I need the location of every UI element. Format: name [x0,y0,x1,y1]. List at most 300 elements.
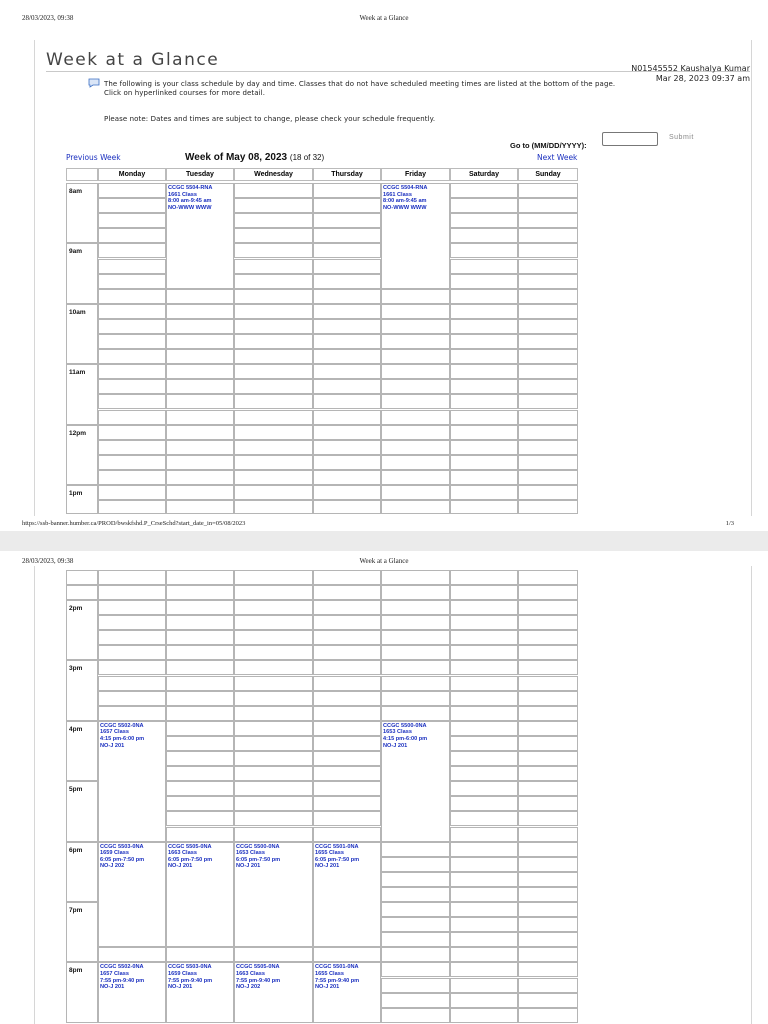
empty-slot [381,615,450,630]
empty-slot [313,485,381,500]
empty-slot [450,857,518,872]
empty-slot [313,349,381,364]
event-time: 7:55 pm-9:40 pm [315,977,360,984]
empty-slot [381,485,450,500]
empty-slot [98,364,166,379]
empty-slot [313,947,381,962]
empty-slot [166,645,234,660]
empty-slot [450,570,518,585]
empty-slot [166,304,234,319]
event-course[interactable]: CCGC 5503-0NA [100,843,144,850]
empty-slot [518,691,578,706]
empty-slot [313,243,381,258]
empty-slot [98,947,166,962]
empty-slot [450,993,518,1008]
empty-slot [518,736,578,751]
event-room: NO-WWW WWW [168,204,212,211]
empty-slot [518,228,578,243]
empty-slot [450,485,518,500]
empty-slot [98,349,166,364]
empty-slot [450,304,518,319]
empty-slot [313,425,381,440]
goto-date-input[interactable] [602,132,658,146]
empty-slot [234,183,313,198]
empty-slot [518,676,578,691]
empty-slot [381,872,450,887]
empty-slot [518,962,578,977]
empty-slot [518,902,578,917]
empty-slot [166,440,234,455]
empty-slot [381,600,450,615]
empty-slot [166,334,234,349]
page-title: Week at a Glance [46,50,220,70]
day-header-wednesday: Wednesday [234,168,313,181]
class-event-thu-8pm[interactable] [313,962,381,1022]
class-event-wed-8pm[interactable] [234,962,313,1022]
empty-slot [313,213,381,228]
event-crn: 1663 Class [168,850,197,857]
time-label: 8am [69,188,83,195]
empty-slot [450,706,518,721]
empty-slot [234,228,313,243]
empty-slot [518,766,578,781]
empty-slot [518,198,578,213]
empty-slot [166,766,234,781]
empty-slot [98,319,166,334]
empty-slot [234,600,313,615]
event-course[interactable]: CCGC 5501-0NA [315,843,359,850]
empty-slot [313,198,381,213]
time-slot-3pm [66,660,98,720]
empty-slot [98,600,166,615]
empty-slot [450,228,518,243]
empty-slot [450,721,518,736]
empty-slot [234,736,313,751]
empty-slot [234,615,313,630]
empty-slot [313,600,381,615]
empty-slot [450,334,518,349]
empty-slot [381,947,450,962]
empty-slot [98,485,166,500]
time-label: 8pm [69,967,83,975]
empty-slot [450,962,518,977]
day-header-sunday: Sunday [518,168,578,181]
empty-slot [450,183,518,198]
empty-slot [166,691,234,706]
empty-slot [381,630,450,645]
time-slot-7pm [66,902,98,962]
empty-slot [518,485,578,500]
empty-slot [381,334,450,349]
time-label: 4pm [69,725,83,733]
empty-slot [234,676,313,691]
empty-slot [98,455,166,470]
event-room: NO-J 201 [168,984,193,991]
day-header-saturday: Saturday [450,168,518,181]
empty-slot [166,706,234,721]
event-crn: 1655 Class [315,970,344,977]
time-label: 10am [69,308,86,316]
empty-slot [234,349,313,364]
empty-slot [166,379,234,394]
empty-slot [234,394,313,409]
empty-slot [518,751,578,766]
event-room: NO-J 201 [168,863,193,870]
empty-slot [313,570,381,585]
empty-slot [381,887,450,902]
class-event-wed-6pm[interactable] [234,842,313,948]
time-slot-4pm [66,721,98,781]
empty-slot [450,349,518,364]
empty-slot [518,304,578,319]
class-event-tue-6pm[interactable] [166,842,234,948]
empty-slot [381,410,450,425]
empty-slot [518,615,578,630]
week-of-prefix: Week of [185,152,224,163]
empty-slot [518,243,578,258]
event-time: 4:15 pm-6:00 pm [383,735,428,742]
empty-slot [234,334,313,349]
empty-slot [166,570,234,585]
event-time: 6:05 pm-7:50 pm [100,856,145,863]
empty-slot [518,455,578,470]
event-crn: 1657 Class [100,970,129,977]
empty-slot [518,796,578,811]
class-event-tue-8pm[interactable] [166,962,234,1022]
empty-slot [234,470,313,485]
empty-slot [234,811,313,826]
empty-slot [166,600,234,615]
class-event-thu-6pm[interactable] [313,842,381,948]
empty-slot [98,470,166,485]
empty-slot [450,259,518,274]
event-time: 6:05 pm-7:50 pm [315,856,360,863]
empty-slot [518,349,578,364]
empty-slot [381,289,450,304]
empty-slot [381,706,450,721]
event-crn: 1661 Class [168,191,197,198]
event-crn: 1659 Class [168,970,197,977]
event-course[interactable]: CCGC 5505-0NA [236,964,280,971]
empty-slot [98,676,166,691]
empty-slot [450,198,518,213]
empty-slot [98,500,166,514]
empty-slot [313,289,381,304]
empty-slot [166,394,234,409]
event-time: 7:55 pm-9:40 pm [236,977,281,984]
empty-slot [234,721,313,736]
empty-slot [381,394,450,409]
event-room: NO-J 201 [100,742,125,749]
empty-slot [518,978,578,993]
empty-slot [381,570,450,585]
empty-slot [166,485,234,500]
user-id-name: N01545552 Kaushalya Kumar [631,64,750,73]
time-label: 1pm [69,490,83,497]
empty-slot [450,410,518,425]
event-course[interactable]: CCGC 5504-RNA [168,185,213,191]
empty-slot [450,274,518,289]
empty-slot [234,425,313,440]
empty-slot [518,706,578,721]
empty-slot [381,455,450,470]
week-of-heading [185,152,324,163]
empty-slot [450,917,518,932]
empty-slot [234,630,313,645]
time-label: 2pm [69,605,83,612]
event-crn: 1653 Class [236,850,265,857]
event-room: NO-J 201 [315,863,340,870]
time-label: 5pm [69,786,83,794]
empty-slot [234,796,313,811]
empty-slot [313,827,381,842]
empty-slot [313,660,381,675]
empty-slot [518,781,578,796]
day-header-row [66,168,578,182]
event-crn: 1659 Class [100,850,129,857]
empty-slot [381,902,450,917]
empty-slot [313,500,381,514]
empty-slot [381,676,450,691]
class-event-fri-4pm[interactable] [381,721,450,842]
empty-slot [166,630,234,645]
print-doc-title: Week at a Glance [359,14,409,22]
empty-slot [98,183,166,198]
empty-slot [518,842,578,857]
empty-slot [234,706,313,721]
empty-slot [518,410,578,425]
empty-slot [234,440,313,455]
empty-slot [450,978,518,993]
empty-slot [518,440,578,455]
empty-slot [518,183,578,198]
time-slot-1pm-cont [66,570,98,585]
empty-slot [518,470,578,485]
empty-slot [450,319,518,334]
submit-button[interactable]: Submit [669,134,694,141]
empty-slot [234,243,313,258]
event-time: 8:00 am-9:45 am [383,198,427,205]
previous-week-link[interactable]: Previous Week [66,153,121,162]
empty-slot [313,766,381,781]
empty-slot [381,304,450,319]
empty-slot [450,440,518,455]
empty-slot [98,410,166,425]
empty-slot [166,660,234,675]
empty-slot [166,615,234,630]
print-datetime-2: 28/03/2023, 09:38 [22,557,74,565]
time-slot-8am [66,183,98,243]
event-time: 8:00 am-9:45 am [168,198,212,205]
next-week-link[interactable]: Next Week [537,153,578,162]
class-event-fri-8am[interactable] [381,183,450,289]
empty-slot [166,455,234,470]
time-slot-6pm [66,842,98,902]
empty-slot [381,962,450,977]
empty-slot [166,827,234,842]
empty-slot [313,319,381,334]
event-course[interactable]: CCGC 5501-0NA [315,964,359,971]
empty-slot [98,304,166,319]
empty-slot [313,410,381,425]
empty-slot [381,932,450,947]
empty-slot [450,394,518,409]
empty-slot [166,500,234,514]
empty-slot [313,781,381,796]
empty-slot [313,183,381,198]
empty-slot [450,455,518,470]
empty-slot [450,947,518,962]
empty-slot [313,796,381,811]
event-crn: 1657 Class [100,729,129,736]
empty-slot [98,645,166,660]
empty-slot [234,570,313,585]
empty-slot [166,796,234,811]
event-course[interactable]: CCGC 5500-0NA [236,843,280,850]
empty-slot [98,213,166,228]
schedule-note: Please note: Dates and times are subject to change, please check your schedule frequently. [104,115,436,123]
time-slot-9am [66,243,98,303]
empty-slot [234,766,313,781]
empty-slot [166,289,234,304]
class-event-mon-8pm[interactable] [98,962,166,1022]
empty-slot [234,304,313,319]
empty-slot [518,947,578,962]
event-course[interactable]: CCGC 5503-0NA [168,964,212,971]
empty-slot [518,827,578,842]
empty-slot [450,600,518,615]
time-label: 11am [69,369,86,377]
empty-slot [98,274,166,289]
page-break [0,531,768,551]
class-event-mon-4pm[interactable] [98,721,166,842]
empty-slot [518,364,578,379]
empty-slot [166,410,234,425]
event-room: NO-J 202 [236,984,261,991]
empty-slot [450,872,518,887]
empty-slot [234,259,313,274]
empty-slot [450,811,518,826]
empty-slot [381,349,450,364]
time-slot-8pm [66,962,98,1022]
print-header [0,14,768,28]
empty-slot [313,676,381,691]
empty-slot [450,379,518,394]
event-course[interactable]: CCGC 5502-0NA [100,722,144,729]
empty-slot [381,440,450,455]
empty-slot [518,917,578,932]
empty-slot [450,902,518,917]
event-room: NO-J 201 [236,863,261,870]
empty-slot [166,585,234,600]
empty-slot [313,615,381,630]
empty-slot [98,585,166,600]
empty-slot [518,932,578,947]
day-header-thursday: Thursday [313,168,381,181]
empty-slot [450,842,518,857]
empty-slot [518,1008,578,1023]
empty-slot [234,827,313,842]
empty-slot [381,425,450,440]
empty-slot [518,259,578,274]
goto-date-label: Go to (MM/DD/YYYY): [510,141,587,150]
empty-slot [98,630,166,645]
empty-slot [381,364,450,379]
empty-slot [166,736,234,751]
empty-slot [381,379,450,394]
empty-slot [450,660,518,675]
class-event-tue-8am[interactable] [166,183,234,289]
empty-slot [518,570,578,585]
empty-slot [98,706,166,721]
empty-slot [450,691,518,706]
empty-slot [450,676,518,691]
empty-slot [450,364,518,379]
empty-slot [518,872,578,887]
event-time: 7:55 pm-9:40 pm [168,977,213,984]
empty-slot [234,198,313,213]
empty-slot [450,615,518,630]
empty-slot [313,259,381,274]
empty-slot [450,781,518,796]
empty-slot [234,364,313,379]
empty-slot [518,630,578,645]
time-slot-11am [66,364,98,424]
empty-slot [518,289,578,304]
empty-slot [98,660,166,675]
empty-slot [381,500,450,514]
empty-slot [313,645,381,660]
empty-slot [313,274,381,289]
day-header-monday: Monday [98,168,166,181]
event-course[interactable]: CCGC 5502-0NA [100,964,144,971]
time-slot-1pm-cont [66,585,98,600]
empty-slot [450,751,518,766]
empty-slot [234,947,313,962]
time-slot-1pm [66,485,98,514]
empty-slot [450,425,518,440]
empty-slot [450,645,518,660]
empty-slot [98,615,166,630]
empty-slot [518,379,578,394]
print-page-number: 1/3 [725,520,734,527]
empty-slot [381,857,450,872]
empty-slot [98,425,166,440]
empty-slot [381,585,450,600]
empty-slot [98,243,166,258]
empty-slot [313,364,381,379]
empty-slot [518,425,578,440]
empty-slot [381,319,450,334]
empty-slot [313,334,381,349]
empty-slot [98,691,166,706]
empty-slot [313,228,381,243]
print-doc-title-2: Week at a Glance [359,557,409,565]
time-slot-10am [66,304,98,364]
class-event-mon-6pm[interactable] [98,842,166,948]
empty-slot [313,721,381,736]
empty-slot [234,660,313,675]
event-course[interactable]: CCGC 5505-0NA [168,843,212,850]
time-slot-12pm [66,425,98,485]
empty-slot [234,274,313,289]
empty-slot [313,394,381,409]
empty-slot [98,379,166,394]
event-course[interactable]: CCGC 5504-RNA [383,185,428,191]
time-label: 12pm [69,429,86,437]
empty-slot [381,1008,450,1023]
event-course[interactable]: CCGC 5500-0NA [383,722,427,729]
